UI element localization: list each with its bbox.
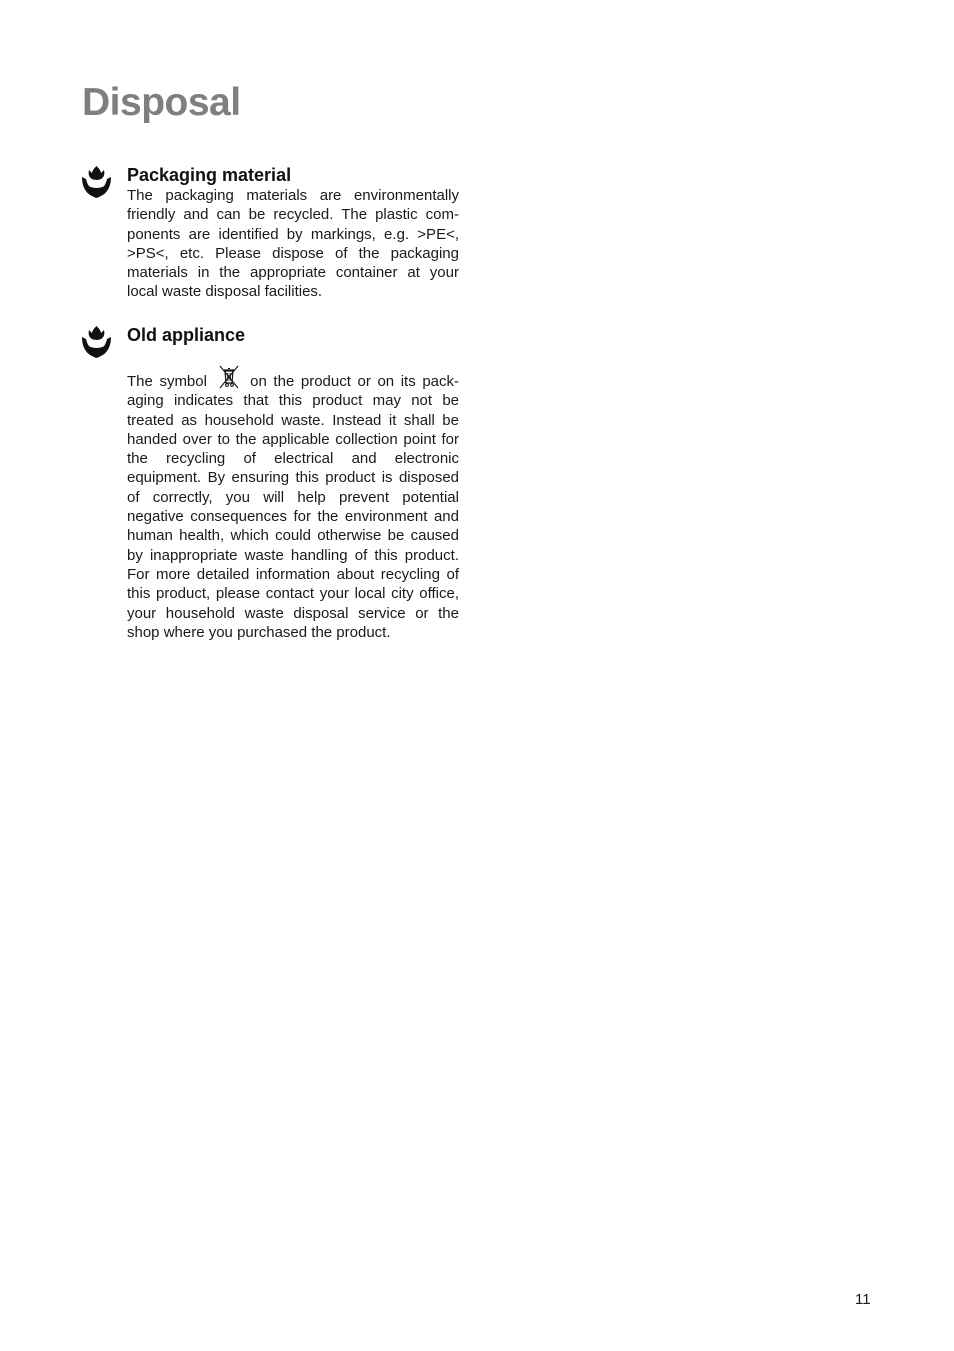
old-appliance-content (127, 324, 459, 642)
page-number: 11 (855, 1291, 871, 1308)
body-after-symbol: on the product or on its packaging indicates that this product may not be treated as household waste. Instead it shall be handed over to the applicable collection point for the recycling of electrical and electronic equipment. By ensuring this product is disposed of correctly, you will help prevent potential negative consequences for the environment and human health, which could otherwise be caused by inappropriate waste handling of this product. For more detailed information about recycling of this product, please contact your local city office, your household waste disposal service or the shop where you purchased the product. (127, 373, 459, 641)
crossed-out-wheelie-bin-icon (216, 364, 242, 390)
packaging-material-content (127, 164, 459, 302)
body-before-symbol: The symbol (127, 373, 214, 390)
section-heading: Packaging material (127, 165, 292, 185)
section-heading: Old appliance (127, 325, 246, 345)
page-title: Disposal (82, 81, 241, 124)
eco-flower-icon (80, 324, 113, 360)
section-body: The packaging materials are environmentally friendly and can be recycled. The plastic components are identified by markings, e.g. >PE<, >PS<, etc. Please dispose of the packaging materials in the appropriate container at your local waste disposal facilities. (127, 187, 459, 301)
section-body (127, 364, 459, 642)
eco-flower-icon (80, 164, 113, 200)
